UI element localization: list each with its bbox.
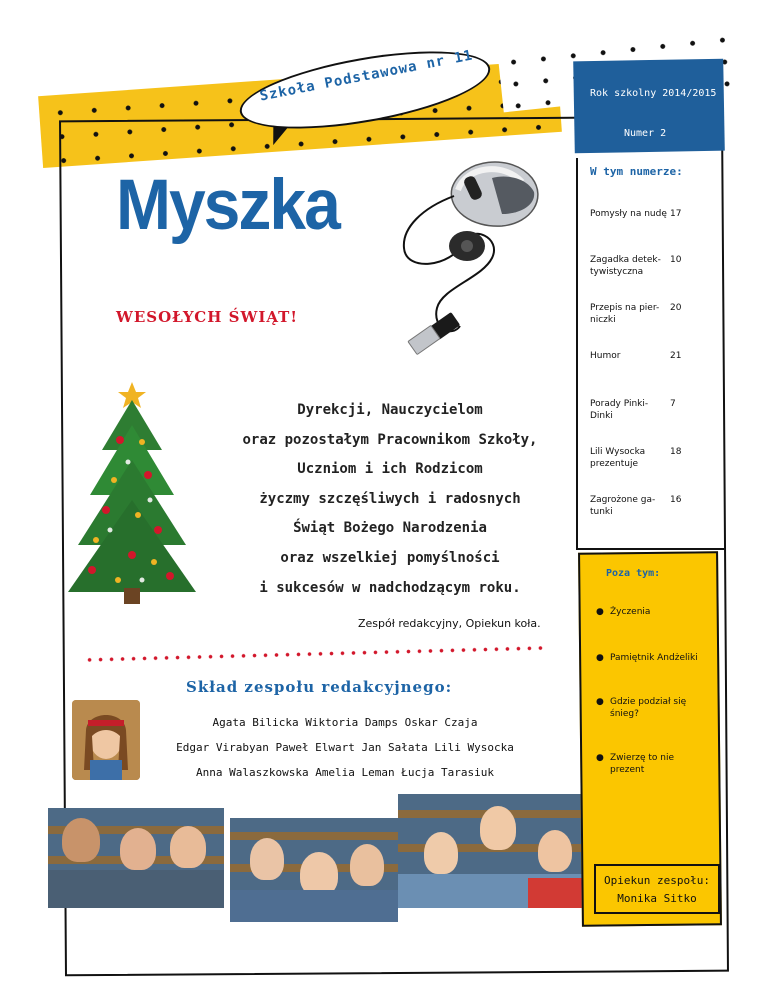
- toc-item[interactable]: [590, 494, 710, 518]
- toc-item-title: Zagrożone ga-tunki: [590, 495, 656, 517]
- toc-item-title: Zagadka detek-tywistyczna: [590, 255, 661, 277]
- student-face: [424, 832, 458, 874]
- issue-info-box: [573, 59, 725, 154]
- extras-item-label: Gdzie podział się śnieg?: [610, 697, 687, 719]
- extras-item[interactable]: [596, 652, 706, 664]
- team-photo-2: [230, 818, 398, 922]
- toc-item-title: Pomysły na nudę: [590, 209, 667, 219]
- wishes-line: życzmy szczęśliwych i radosnych: [259, 490, 521, 507]
- wishes-line: oraz wszelkiej pomyślności: [280, 549, 500, 566]
- toc-item-page: 16: [670, 495, 682, 505]
- toc-item-title: Lili Wysocka prezentuje: [590, 447, 646, 469]
- extras-item[interactable]: [596, 752, 706, 776]
- greeting-headline: WESOŁYCH ŚWIĄT!: [116, 308, 298, 326]
- student-face: [120, 828, 156, 870]
- student-face: [62, 818, 100, 862]
- bullet-icon: ●: [596, 753, 604, 763]
- toc-item[interactable]: [590, 446, 710, 470]
- holiday-wishes: [220, 396, 560, 603]
- students-clothing: [48, 870, 224, 908]
- extras-item-label: Życzenia: [610, 607, 651, 617]
- caretaker-name: Monika Sitko: [617, 892, 697, 905]
- toc-item-title: Humor: [590, 351, 621, 361]
- bullet-icon: ●: [596, 653, 604, 663]
- team-photo-1: [48, 808, 224, 908]
- caretaker-box: [594, 864, 720, 914]
- student-face: [480, 806, 516, 850]
- toc-item[interactable]: [590, 254, 710, 278]
- students-clothing: [528, 878, 588, 908]
- school-name: Szkoła Podstawowa nr 11: [258, 47, 475, 105]
- student-face: [170, 826, 206, 868]
- computer-mouse-image: [392, 148, 562, 358]
- caretaker-label: Opiekun zespołu:: [604, 874, 710, 887]
- bullet-icon: ●: [596, 697, 604, 707]
- team-member-photo: [72, 700, 140, 780]
- toc-item-title: Porady Pinki-Dinki: [590, 399, 649, 421]
- toc-item-page: 21: [670, 351, 682, 361]
- toc-item-title: Przepis na pier-niczki: [590, 303, 660, 325]
- christmas-tree-image: [62, 380, 202, 606]
- team-heading: Skład zespołu redakcyjnego:: [186, 678, 453, 696]
- bookshelf: [230, 832, 398, 840]
- toc-item[interactable]: [590, 302, 710, 326]
- newspaper-title: Myszka: [116, 164, 339, 244]
- student-face: [250, 838, 284, 880]
- toc-item[interactable]: [590, 208, 710, 220]
- toc-item[interactable]: [590, 350, 710, 362]
- girl-portrait-icon: [72, 700, 140, 780]
- wishes-line: Uczniom i ich Rodzicom: [297, 461, 483, 478]
- toc-item-page: 20: [670, 303, 682, 313]
- team-members-line: Agata Bilicka Wiktoria Damps Oskar Czaja: [212, 716, 478, 729]
- student-face: [350, 844, 384, 886]
- student-face: [538, 830, 572, 872]
- team-member-list: [150, 710, 540, 785]
- extras-item[interactable]: [596, 606, 706, 618]
- wishes-line: oraz pozostałym Pracownikom Szkoły,: [242, 431, 538, 448]
- school-year: Rok szkolny 2014/2015: [590, 88, 717, 99]
- wishes-line: Świąt Bożego Narodzenia: [293, 520, 487, 537]
- toc-item-page: 18: [670, 447, 682, 457]
- wishes-line: Dyrekcji, Nauczycielom: [297, 402, 483, 418]
- team-members-line: Edgar Virabyan Paweł Elwart Jan Sałata Lili Wysocka: [176, 741, 514, 754]
- toc-item[interactable]: [590, 398, 710, 422]
- students-clothing: [230, 890, 398, 922]
- team-photo-3: [398, 794, 588, 908]
- bullet-icon: ●: [596, 607, 604, 617]
- wishes-signature: Zespół redakcyjny, Opiekun koła.: [358, 617, 541, 630]
- issue-number: Numer 2: [624, 128, 667, 139]
- extras-item[interactable]: [596, 696, 706, 720]
- toc-item-page: 17: [670, 209, 682, 219]
- toc-item-page: 10: [670, 255, 682, 265]
- toc-item-page: 7: [670, 399, 676, 409]
- extras-heading: Poza tym:: [606, 568, 661, 579]
- team-members-line: Anna Walaszkowska Amelia Leman Łucja Tarasiuk: [195, 766, 494, 779]
- extras-item-label: Zwierzę to nie prezent: [610, 753, 675, 775]
- extras-item-label: Pamiętnik Andżeliki: [610, 653, 698, 663]
- wishes-line: i sukcesów w nadchodzącym roku.: [259, 579, 521, 596]
- toc-heading: W tym numerze:: [590, 165, 683, 178]
